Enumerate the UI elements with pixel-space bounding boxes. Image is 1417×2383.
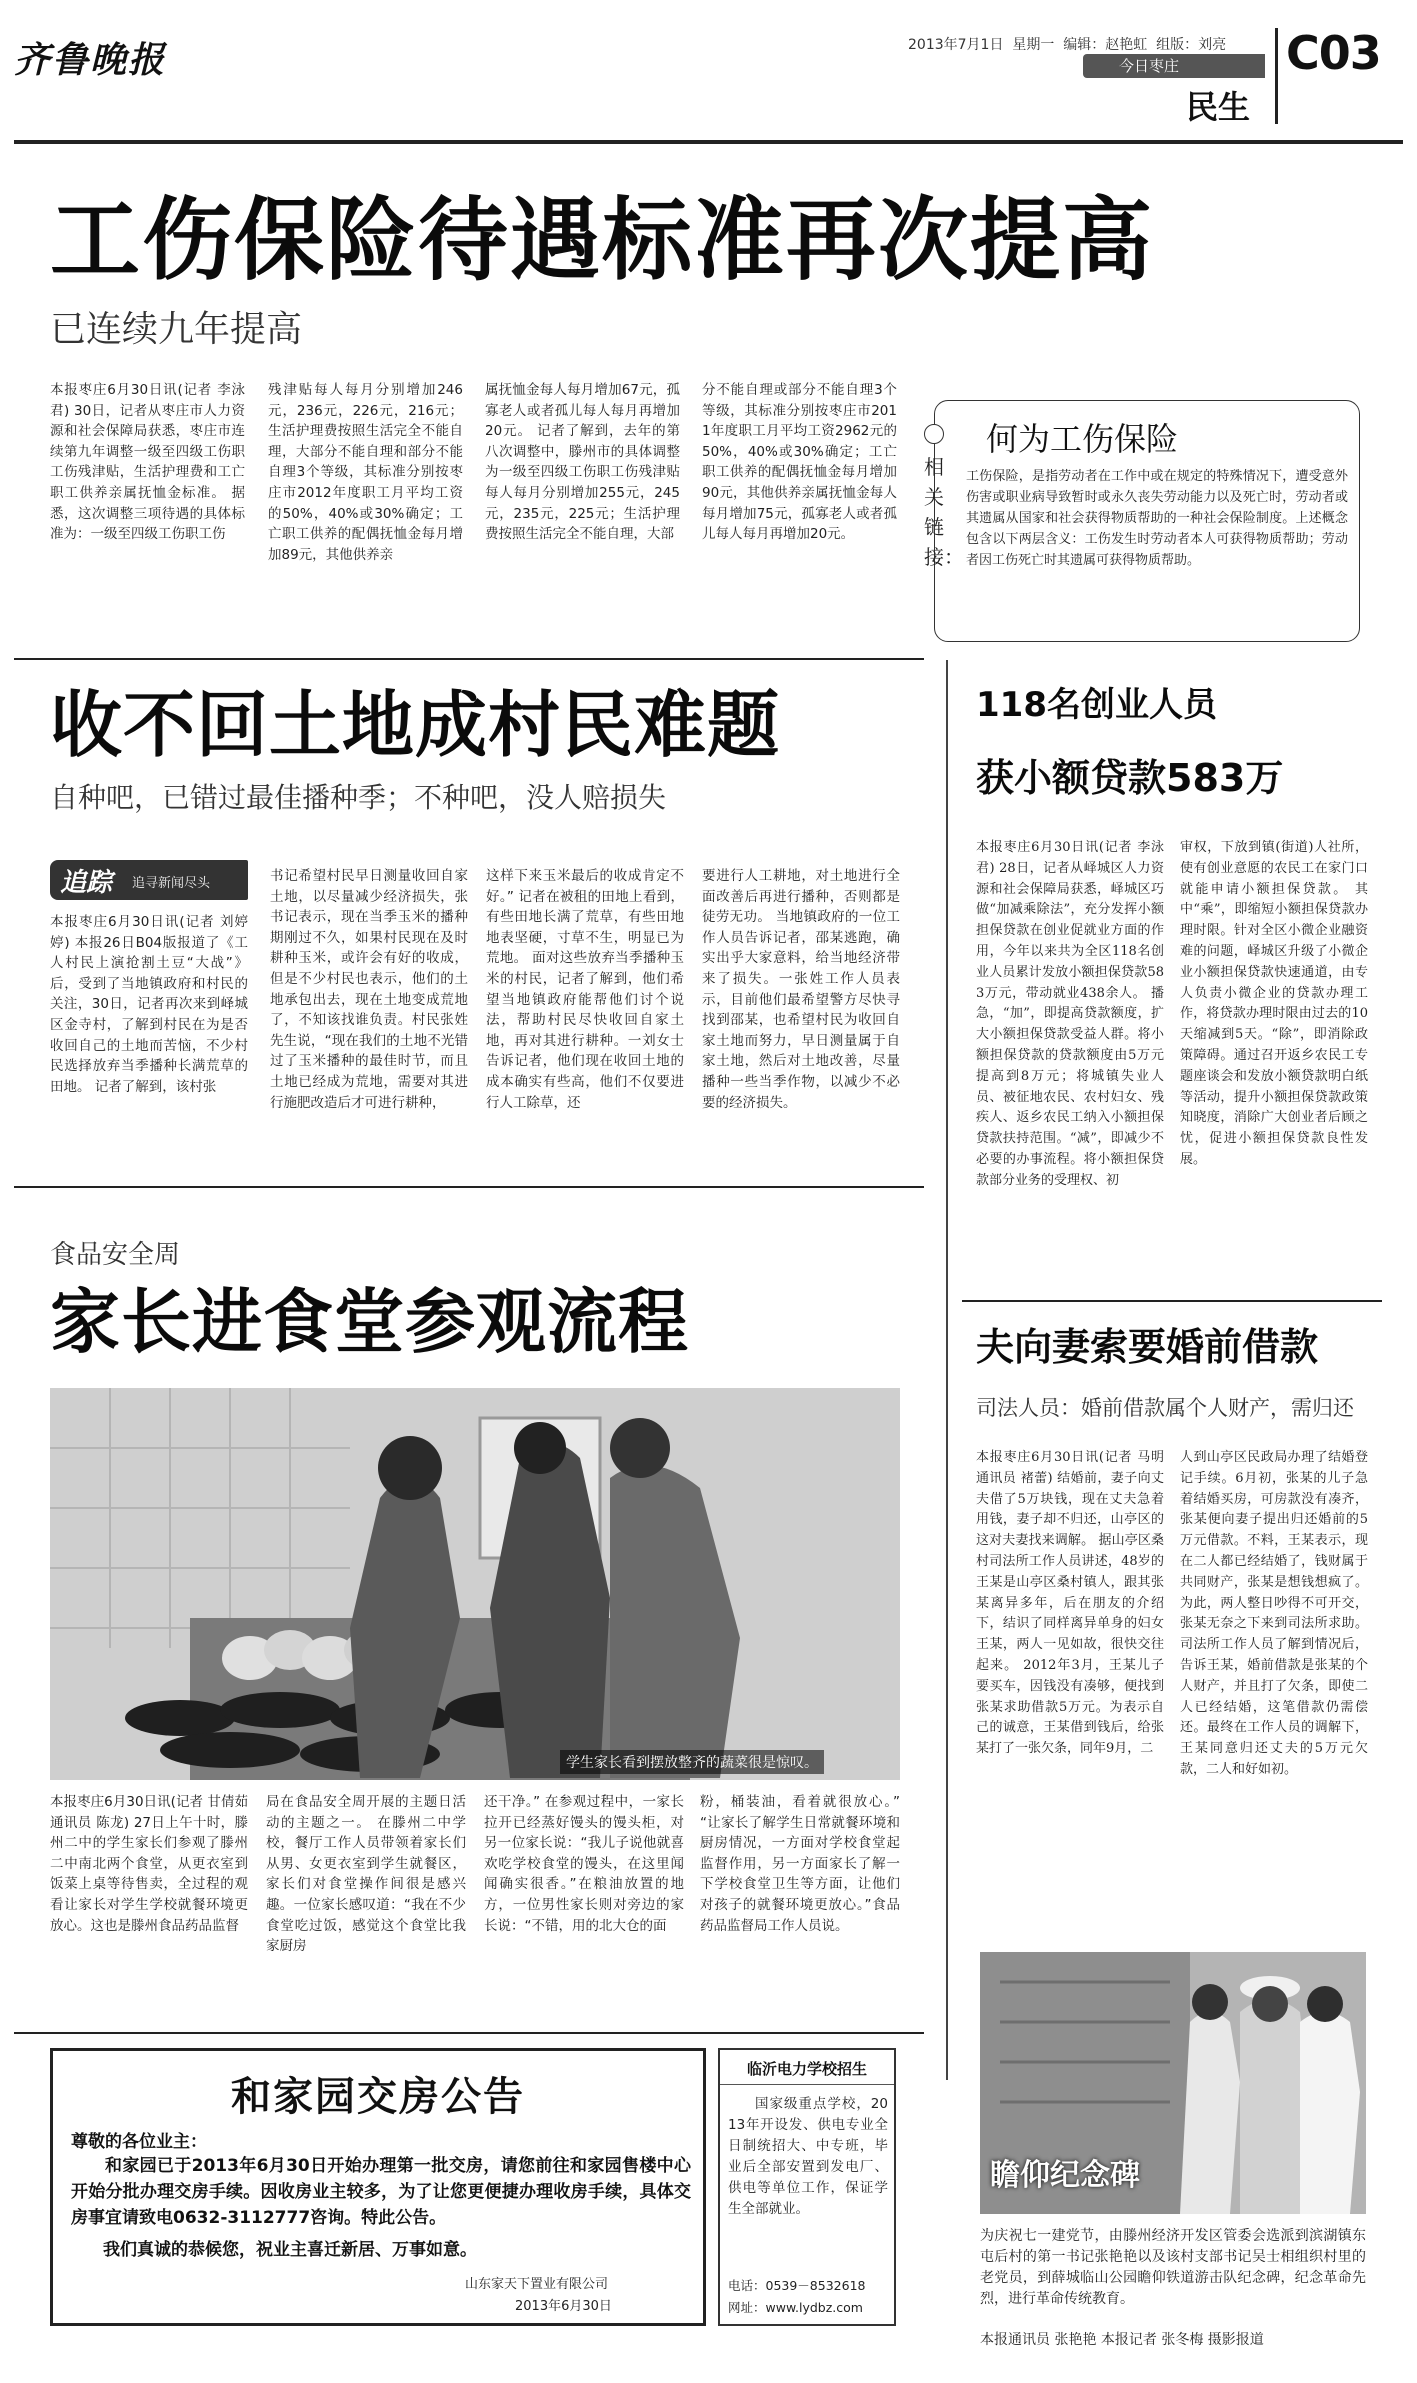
issue-date: 2013年7月1日 (908, 37, 1004, 53)
subheadline-work-injury: 已连续九年提高 (50, 309, 303, 350)
headline-premarital-loan: 夫向妻索要婚前借款 (976, 1325, 1319, 1369)
ad-school-title-rule (720, 2084, 894, 2085)
divider-article1 (14, 658, 924, 660)
article-column: 审权，下放到镇(街道)人社所，使有创业意愿的农民工在家门口就能申请小额担保贷款。 其中“乘”，即缩短小额担保贷款办理时限。针对全区小微企业融资难的问题，峄城区升级了小微企业小额担保贷款快速通道，由专人负责小微企业的贷款办理工作，将贷款办理时限由过去的10天缩减到5天。“除”，即消除政策障碍。通过召开返乡农民工专题座谈会和发放小额贷款明白纸等活动，提升小额担保贷款政策知晓度，消除广大创业者后顾之忧，促进小额担保贷款良性发展。 (1180, 840, 1368, 1167)
headline-land-dispute: 收不回土地成村民难题 (50, 683, 781, 767)
headline-work-injury: 工伤保险待遇标准再次提高 (50, 188, 1154, 293)
article-column: 局在食品安全周开展的主题日活动的主题之一。 在滕州二中学校，餐厅工作人员带领着家长们从男、女更衣室到学生就餐区，家长们对食堂操作间很是感兴趣。一位家长感叹道：“我在不少食堂吃过饭，感觉这个食堂比我家厨房 (266, 1794, 466, 1955)
monument-photo-label: 瞻仰纪念碑 (990, 2158, 1140, 2193)
paper-name-logo: 齐鲁晚报 (14, 39, 167, 81)
kicker-food-safety: 食品安全周 (50, 1240, 181, 1270)
section-sub-label: 今日枣庄 (1119, 57, 1180, 75)
editor-credit: 编辑：赵艳虹 (1063, 37, 1148, 53)
monument-photo (980, 1952, 1366, 2214)
article-column: 本报枣庄6月30日讯(记者 李泳君) 28日，记者从峄城区人力资源和社会保障局获悉，峄城区巧做“加减乘除法”，充分发挥小额担保贷款在创业促就业方面的作用，今年以来共为全区118名创业人员累计发放小额担保贷款583万元，带动就业438余人。 播急，“加”，即提高贷款额度，扩大小额担保贷款受益人群。将小额担保贷款的贷款额度由5万元提高到8万元；将城镇失业人员、被征地农民、农村妇女、残疾人、返乡农民工纳入小额担保贷款扶持范围。“减”，即减少不必要的办事流程。将小额担保贷款部分业务的受理权、初 (976, 840, 1164, 1188)
related-link-dot-icon (924, 424, 944, 444)
ad-school-title: 临沂电力学校招生 (746, 2060, 867, 2078)
ad-school-phone: 电话：0539－8532618 (728, 2278, 866, 2293)
ad-housing-closing: 我们真诚的恭候您，祝业主喜迁新居、万事如意。 (103, 2240, 477, 2260)
masthead-rule (14, 140, 1403, 144)
headline-canteen-visit: 家长进食堂参观流程 (50, 1281, 689, 1363)
article-column: 本报枣庄6月30日讯(记者 刘婷婷) 本报26日B04版报道了《工人村民上演抢割土豆“大战”》后，受到了当地镇政府和村民的关注，30日，记者再次来到峄城区金寺村，了解到村民在为是否收回自己的土地而苦恼，不少村民选择放弃当季播种长满荒草的田地。 记者了解到，该村张 (50, 914, 248, 1095)
ad-housing-body: 和家园已于2013年6月30日开始办理第一批交房，请您前往和家园售楼中心开始分批办理交房手续。因收房业主较多，为了让您更便捷办理收房手续，具体交房事宜请致电0632-3112777咨询。特此公告。 (71, 2156, 691, 2228)
related-link-title: 何为工伤保险 (986, 420, 1179, 458)
issue-line (908, 34, 1226, 54)
article-column: 粉，桶装油，看着就很放心。” “让家长了解学生日常就餐环境和厨房情况，一方面对学校食堂起监督作用，另一方面家长了解一下学校食堂卫生等方面，让他们对孩子的就餐环境更放心。”食品药品监督局工作人员说。 (700, 1794, 900, 1934)
canteen-photo-caption: 学生家长看到摆放整齐的蔬菜很是惊叹。 (560, 1750, 824, 1774)
monument-photo-credit: 本报通讯员 张艳艳 本报记者 张冬梅 摄影报道 (980, 2332, 1264, 2348)
section-main-label: 民生 (1186, 88, 1251, 126)
article-column: 要进行人工耕地，对土地进行全面改善后再进行播种，否则都是徒劳无功。 当地镇政府的一位工作人员告诉记者，邵某逃跑，确实出乎大家意料，给当地经济带来了损失。一张姓工作人员表示，目前他们最希望警方尽快寻找到邵某，也希望村民为收回自家土地而努力，早日测量属于自家土地，然后对土地改善，尽量播种一些当季作物，以减少不必要的经济损失。 (702, 868, 900, 1111)
issue-weekday: 星期一 (1012, 37, 1055, 53)
ad-school-recruitment (718, 2048, 896, 2326)
page-code: C03 (1286, 26, 1381, 80)
article-column: 还干净。” 在参观过程中，一家长拉开已经蒸好馒头的馒头柜，对另一位家长说：“我儿子说他就喜欢吃学校食堂的馒头，在这里闻闻确实很香。”在粮油放置的地方，一位男性家长则对旁边的家长说：“不错，用的北大仓的面 (484, 1794, 684, 1934)
divider-article3 (14, 2032, 924, 2034)
ad-school-website: 网址：www.lydbz.com (728, 2300, 863, 2315)
layout-credit: 组版：刘亮 (1156, 37, 1227, 53)
follow-up-tag (50, 860, 248, 900)
ad-school-body: 国家级重点学校，2013年开设发、供电专业全日制统招大、中专班，毕业后全部安置到发电厂、供电等单位工作，保证学生全部就业。 (728, 2096, 888, 2217)
divider-article4 (962, 1300, 1382, 1302)
headline-startup-loans-line1: 118名创业人员 (976, 685, 1217, 725)
article-column: 人到山亭区民政局办理了结婚登记手续。6月初，张某的儿子急着结婚买房，可房款没有凑齐，张某便向妻子提出归还婚前的5万元借款。不料，王某表示，现在二人都已经结婚了，钱财属于共同财产，张某是想钱想疯了。为此，两人整日吵得不可开交，张某无奈之下来到司法所求助。 司法所工作人员了解到情况后，告诉王某，婚前借款是张某的个人财产，并且打了欠条，即使二人已经结婚，这笔借款仍需偿还。最终在工作人员的调解下，王某同意归还丈夫的5万元欠款，二人和好如初。 (1180, 1450, 1368, 1777)
right-column-divider (946, 660, 948, 2080)
related-link-label: 相关链接： (924, 455, 964, 569)
section-sub-bar (1083, 54, 1265, 78)
divider-article2 (14, 1186, 924, 1188)
ad-housing-company: 山东家天下置业有限公司 (465, 2277, 609, 2292)
canteen-photo (50, 1388, 900, 1780)
ad-housing-notice (50, 2048, 706, 2326)
ad-housing-title: 和家园交房公告 (231, 2074, 525, 2120)
canteen-photo-illustration (50, 1388, 900, 1780)
article-column: 本报枣庄6月30日讯(记者 马明 通讯员 褚蕾) 结婚前，妻子向丈夫借了5万块钱，现在丈夫急着用钱，妻子却不归还，山亭区的这对夫妻找来调解。 据山亭区桑村司法所工作人员讲述，48岁的王某是山亭区桑村镇人，跟其张某离异多年，后在朋友的介绍下，结识了同样离异单身的妇女王某，两人一见如故，很快交往起来。 2012年3月，王某儿子要买车，因钱没有凑够，便找到张某求助借款5万元。为表示自己的诚意，王某借到钱后，给张某打了一张欠条，同年9月，二 (976, 1450, 1164, 1757)
ad-housing-salutation: 尊敬的各位业主： (71, 2132, 207, 2152)
article-column: 这样下来玉米最后的收成肯定不好。” 记者在被租的田地上看到，有些田地长满了荒草，有些田地地表坚硬，寸草不生，明显已为荒地。 面对这些放弃当季播种玉米的村民，记者了解到，他们希望当地镇政府能帮他们讨个说法，帮助村民尽快收回自家土地，再对其进行耕种。一刘女士告诉记者，他们现在收回土地的成本确实有些高，他们不仅要进行人工除草，还 (486, 868, 684, 1111)
article-column: 属抚恤金每人每月增加67元，孤寡老人或者孤儿每人每月再增加20元。 记者了解到，去年的第八次调整中，滕州市的具体调整为一级至四级工伤职工伤残津贴每人每月分别增加255元，245元，235元，225元；生活护理费按照生活完全不能自理，大部 (485, 382, 680, 543)
subheadline-premarital-loan: 司法人员：婚前借款属个人财产，需归还 (976, 1396, 1354, 1420)
article-column: 本报枣庄6月30日讯(记者 甘倩茹 通讯员 陈龙) 27日上午十时，滕州二中的学生家长们参观了滕州二中南北两个食堂，从更衣室到饭菜上桌等待售卖，全过程的观看让家长对学生学校就餐环境更放心。这也是滕州食品药品监督 (50, 1794, 248, 1934)
section-divider (1275, 28, 1278, 124)
related-link-body: 工伤保险，是指劳动者在工作中或在规定的特殊情况下，遭受意外伤害或职业病导致暂时或永久丧失劳动能力以及死亡时，劳动者或其遗属从国家和社会获得物质帮助的一种社会保险制度。上述概念包含以下两层含义：工伤发生时劳动者本人可获得物质帮助；劳动者因工伤死亡时其遗属可获得物质帮助。 (966, 469, 1348, 568)
article-column: 残津贴每人每月分别增加246元，236元，226元，216元；生活护理费按照生活完全不能自理，大部分不能自理和部分不能自理3个等级，其标准分别按枣庄市2012年度职工月平均工资的50%，40%或30%确定；工亡职工供养的配偶抚恤金每月增加89元，其他供养亲 (268, 382, 463, 563)
article-column: 本报枣庄6月30日讯(记者 李泳君) 30日，记者从枣庄市人力资源和社会保障局获悉，枣庄市连续第九年调整一级至四级工伤职工伤残津贴，生活护理费和工亡职工供养亲属抚恤金标准。 据悉，这次调整三项待遇的具体标准为：一级至四级工伤职工伤 (50, 382, 245, 543)
monument-photo-caption: 为庆祝七一建党节，由滕州经济开发区管委会选派到滨湖镇东屯后村的第一书记张艳艳以及该村支部书记吴士相组织村里的老党员，到薛城临山公园瞻仰铁道游击队纪念碑，纪念革命先烈，进行革命传统教育。 (980, 2228, 1366, 2307)
subheadline-land-dispute: 自种吧，已错过最佳播种季；不种吧，没人赔损失 (50, 781, 667, 814)
ad-housing-date: 2013年6月30日 (515, 2299, 612, 2314)
follow-up-tag-sub: 追寻新闻尽头 (132, 876, 211, 891)
headline-startup-loans-line2: 获小额贷款583万 (976, 756, 1284, 800)
follow-up-tag-main: 追踪 (60, 868, 113, 898)
article-column: 分不能自理或部分不能自理3个等级，其标准分别按枣庄市2011年度职工月平均工资2962元的50%，40%或30%确定；工亡职工供养的配偶抚恤金每月增加90元，其他供养亲属抚恤金每人每月增加75元，孤寡老人或者孤儿每人每月再增加20元。 (702, 382, 897, 543)
article-column: 书记希望村民早日测量收回自家土地，以尽量减少经济损失，张书记表示，现在当季玉米的播种期刚过不久，如果村民现在及时耕种玉米，或许会有好的收成，但是不少村民也表示，他们的土地承包出去，现在土地变成荒地了，不知该找谁负责。村民张姓先生说，“现在我们的土地不光错过了玉米播种的最佳时节，而且土地已经成为荒地，需要对其进行施肥改造后才可进行耕种， (270, 868, 468, 1111)
